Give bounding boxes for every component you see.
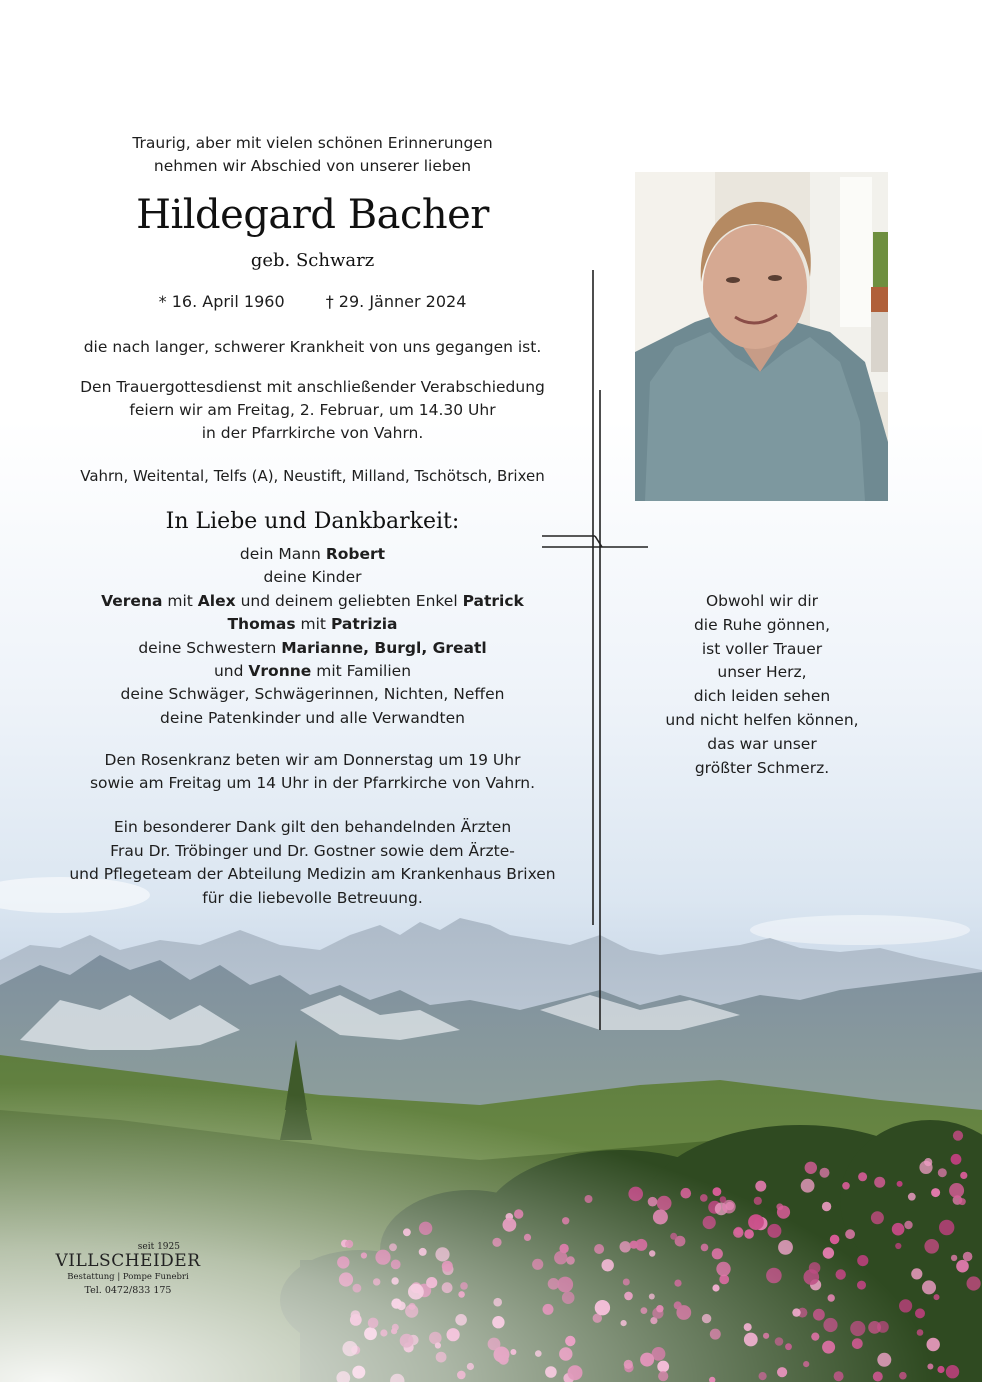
poem-line: ist voller Trauer (701, 639, 823, 658)
funeral-line: feiern wir am Freitag, 2. Februar, um 14.30 Uhr (129, 401, 496, 419)
poem-line: die Ruhe gönnen, (693, 615, 831, 634)
intro-line: Traurig, aber mit vielen schönen Erinnerungen (132, 134, 493, 152)
family-text: und deinem geliebten Enkel (240, 591, 458, 610)
funeral-home-logo (48, 1242, 208, 1312)
thanks-line: Ein besonderer Dank gilt den behandelnden Ärzten (113, 818, 512, 836)
logo-subtitle: Bestattung | Pompe Funebri (67, 1272, 189, 1282)
family-text: mit (167, 591, 193, 610)
maiden-name: geb. Schwarz (250, 250, 375, 271)
poem-line: unser Herz, (717, 663, 807, 682)
thanks-line: und Pflegeteam der Abteilung Medizin am Krankenhaus Brixen (69, 865, 556, 883)
family-text: mit (300, 615, 326, 634)
family-member: Vronne (248, 662, 312, 681)
passing-text: die nach langer, schwerer Krankheit von uns gegangen ist. (83, 338, 542, 356)
family-member: Marianne, Burgl, Greatl (281, 638, 487, 657)
family-line: deine Patenkinder und alle Verwandten (160, 708, 465, 727)
logo-since: seit 1925 (137, 1242, 180, 1252)
family-member: Alex (197, 591, 236, 610)
funeral-line: in der Pfarrkirche von Vahrn. (201, 424, 424, 442)
thanks-title: In Liebe und Dankbarkeit: (165, 509, 460, 534)
poem-line: und nicht helfen können, (665, 710, 859, 729)
poem-line: Obwohl wir dir (705, 592, 819, 610)
intro-text (60, 132, 565, 178)
family-list (60, 543, 565, 730)
special-thanks-text (60, 816, 565, 910)
rosary-line: Den Rosenkranz beten wir am Donnerstag um 19 Uhr (104, 751, 521, 769)
logo-name: VILLSCHEIDER (55, 1251, 201, 1271)
family-line: deine Kinder (263, 568, 362, 587)
family-line (60, 613, 565, 636)
logo-phone: Tel. 0472/833 175 (84, 1285, 172, 1296)
funeral-line: Den Trauergottesdienst mit anschließender Verabschiedung (80, 378, 545, 396)
thanks-line: Frau Dr. Tröbinger und Dr. Gostner sowie dem Ärzte- (110, 841, 515, 860)
family-text: und (213, 662, 244, 681)
family-line: deine Schwäger, Schwägerinnen, Nichten, Neffen (120, 685, 505, 704)
family-text: deine Schwestern (138, 638, 277, 657)
death-date: † 29. Jänner 2024 (325, 292, 467, 311)
thanks-line: für die liebevolle Betreuung. (202, 888, 423, 907)
rosary-line: sowie am Freitag um 14 Uhr in der Pfarrkirche von Vahrn. (89, 774, 536, 792)
portrait-photo (635, 172, 888, 501)
funeral-text (60, 376, 565, 445)
family-line (60, 543, 565, 566)
family-text: mit Familien (316, 662, 412, 681)
poem (642, 590, 882, 780)
family-member: Thomas (227, 615, 296, 634)
poem-line: dich leiden sehen (693, 687, 831, 706)
poem-line: das war unser (707, 734, 817, 753)
birth-date: * 16. April 1960 (158, 292, 285, 311)
family-line (60, 637, 565, 660)
family-member: Patrizia (330, 615, 398, 634)
family-member: Patrick (462, 591, 524, 610)
family-line (60, 660, 565, 683)
intro-line: nehmen wir Abschied von unserer lieben (153, 157, 472, 175)
deceased-name: Hildegard Bacher (136, 192, 489, 238)
family-member: Verena (101, 591, 163, 610)
family-text: dein Mann (239, 545, 321, 563)
poem-line: größter Schmerz. (694, 758, 830, 777)
life-dates (60, 292, 565, 311)
rosary-text (60, 749, 565, 795)
family-line (60, 590, 565, 613)
family-member: Robert (325, 545, 386, 563)
places-text: Vahrn, Weitental, Telfs (A), Neustift, Milland, Tschötsch, Brixen (80, 467, 545, 485)
